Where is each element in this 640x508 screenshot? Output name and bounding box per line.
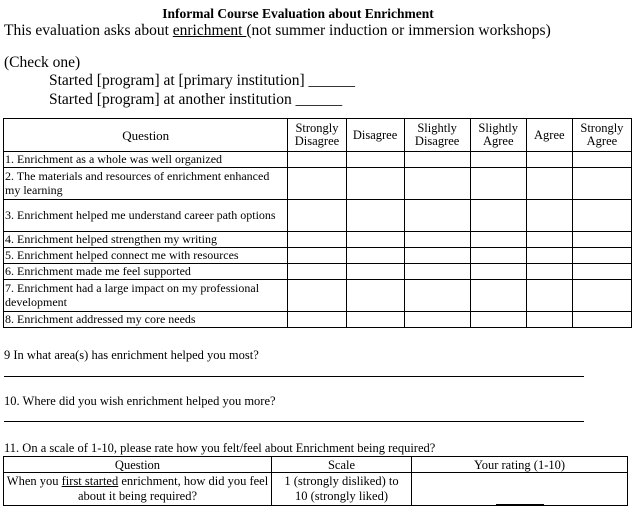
response-cell[interactable] — [470, 232, 526, 248]
scale-line-2: 10 (strongly liked) — [294, 489, 389, 503]
response-cell[interactable] — [288, 248, 346, 264]
response-cell[interactable] — [572, 152, 631, 168]
response-cell[interactable] — [572, 200, 631, 232]
response-cell[interactable] — [404, 152, 470, 168]
rating-question-underlined: first started — [61, 474, 119, 488]
response-cell[interactable] — [526, 248, 572, 264]
intro-underlined: enrichment — [172, 22, 247, 39]
question-text: 3. Enrichment helped me understand career path options — [4, 200, 288, 232]
intro-prefix: This evaluation asks about — [4, 22, 173, 39]
header-slightly-agree: Slightly Agree — [470, 119, 526, 152]
table-row — [4, 232, 632, 248]
response-cell[interactable] — [288, 152, 346, 168]
header-slightly-disagree: Slightly Disagree — [404, 119, 470, 152]
response-cell[interactable] — [470, 264, 526, 280]
table-row — [4, 248, 632, 264]
table-row — [4, 168, 632, 200]
check-one-label: (Check one) — [4, 54, 81, 71]
response-cell[interactable] — [346, 168, 404, 200]
response-cell[interactable] — [404, 280, 470, 312]
rating-table — [3, 456, 628, 506]
response-cell[interactable] — [572, 312, 631, 328]
rating-header-your-rating: Your rating (1-10) — [412, 457, 628, 473]
response-cell[interactable] — [526, 312, 572, 328]
question-text: 5. Enrichment helped connect me with resources — [4, 248, 288, 264]
response-cell[interactable] — [346, 264, 404, 280]
header-question: Question — [4, 119, 288, 152]
rating-input-cell[interactable] — [412, 473, 628, 506]
question-text: 7. Enrichment had a large impact on my professional development — [4, 280, 288, 312]
response-cell[interactable] — [470, 280, 526, 312]
header-strongly-disagree: Strongly Disagree — [288, 119, 346, 152]
response-cell[interactable] — [404, 168, 470, 200]
header-strongly-agree: Strongly Agree — [572, 119, 631, 152]
response-cell[interactable] — [404, 264, 470, 280]
response-cell[interactable] — [526, 168, 572, 200]
response-cell[interactable] — [346, 232, 404, 248]
response-cell[interactable] — [526, 232, 572, 248]
response-cell[interactable] — [346, 200, 404, 232]
question-text: 1. Enrichment as a whole was well organized — [4, 152, 288, 168]
response-cell[interactable] — [404, 232, 470, 248]
response-cell[interactable] — [572, 264, 631, 280]
table-row — [4, 264, 632, 280]
response-cell[interactable] — [288, 200, 346, 232]
response-cell[interactable] — [470, 200, 526, 232]
response-cell[interactable] — [404, 200, 470, 232]
question-10: 10. Where did you wish enrichment helped you more? — [4, 394, 276, 408]
answer-line-9[interactable] — [4, 376, 584, 377]
response-cell[interactable] — [346, 280, 404, 312]
response-cell[interactable] — [572, 248, 631, 264]
question-text: 6. Enrichment made me feel supported — [4, 264, 288, 280]
response-cell[interactable] — [470, 248, 526, 264]
header-agree: Agree — [526, 119, 572, 152]
response-cell[interactable] — [470, 312, 526, 328]
response-cell[interactable] — [288, 264, 346, 280]
answer-line-10[interactable] — [4, 421, 584, 422]
rating-header-question: Question — [4, 457, 272, 473]
response-cell[interactable] — [288, 168, 346, 200]
rating-header-scale: Scale — [272, 457, 412, 473]
response-cell[interactable] — [404, 248, 470, 264]
rating-question-text — [4, 473, 272, 506]
table-row — [4, 152, 632, 168]
response-cell[interactable] — [526, 200, 572, 232]
question-11: 11. On a scale of 1-10, please rate how you felt/feel about Enrichment being required? — [4, 441, 436, 455]
table-row — [4, 280, 632, 312]
question-9: 9 In what area(s) has enrichment helped you most? — [4, 348, 259, 362]
response-cell[interactable] — [572, 280, 631, 312]
rating-question-prefix: When you — [6, 474, 62, 488]
evaluation-header-row — [4, 119, 632, 152]
evaluation-table — [3, 118, 632, 328]
question-text: 8. Enrichment addressed my core needs — [4, 312, 288, 328]
table-row — [4, 473, 628, 506]
response-cell[interactable] — [470, 152, 526, 168]
response-cell[interactable] — [404, 312, 470, 328]
intro-text — [4, 22, 551, 40]
response-cell[interactable] — [346, 152, 404, 168]
scale-line-1: 1 (strongly disliked) to — [284, 474, 399, 488]
response-cell[interactable] — [526, 264, 572, 280]
rating-scale-text — [272, 473, 412, 506]
response-cell[interactable] — [572, 232, 631, 248]
response-cell[interactable] — [526, 280, 572, 312]
response-cell[interactable] — [346, 312, 404, 328]
response-cell[interactable] — [526, 152, 572, 168]
rating-header-row — [4, 457, 628, 473]
table-row — [4, 312, 632, 328]
response-cell[interactable] — [288, 280, 346, 312]
response-cell[interactable] — [288, 312, 346, 328]
table-row — [4, 200, 632, 232]
response-cell[interactable] — [470, 168, 526, 200]
option-primary-institution[interactable]: Started [program] at [primary institution] ______ — [49, 72, 356, 89]
response-cell[interactable] — [288, 232, 346, 248]
intro-suffix: (not summer induction or immersion workshops) — [246, 22, 551, 39]
question-text: 2. The materials and resources of enrichment enhanced my learning — [4, 168, 288, 200]
rating-blank-line[interactable] — [496, 492, 544, 505]
rating-question-suffix: enrichment, how did you feel about it being required? — [77, 474, 269, 503]
option-another-institution[interactable]: Started [program] at another institution ______ — [49, 91, 343, 108]
document-title: Informal Course Evaluation about Enrichment — [162, 6, 434, 21]
question-text: 4. Enrichment helped strengthen my writing — [4, 232, 288, 248]
header-disagree: Disagree — [346, 119, 404, 152]
response-cell[interactable] — [572, 168, 631, 200]
response-cell[interactable] — [346, 248, 404, 264]
